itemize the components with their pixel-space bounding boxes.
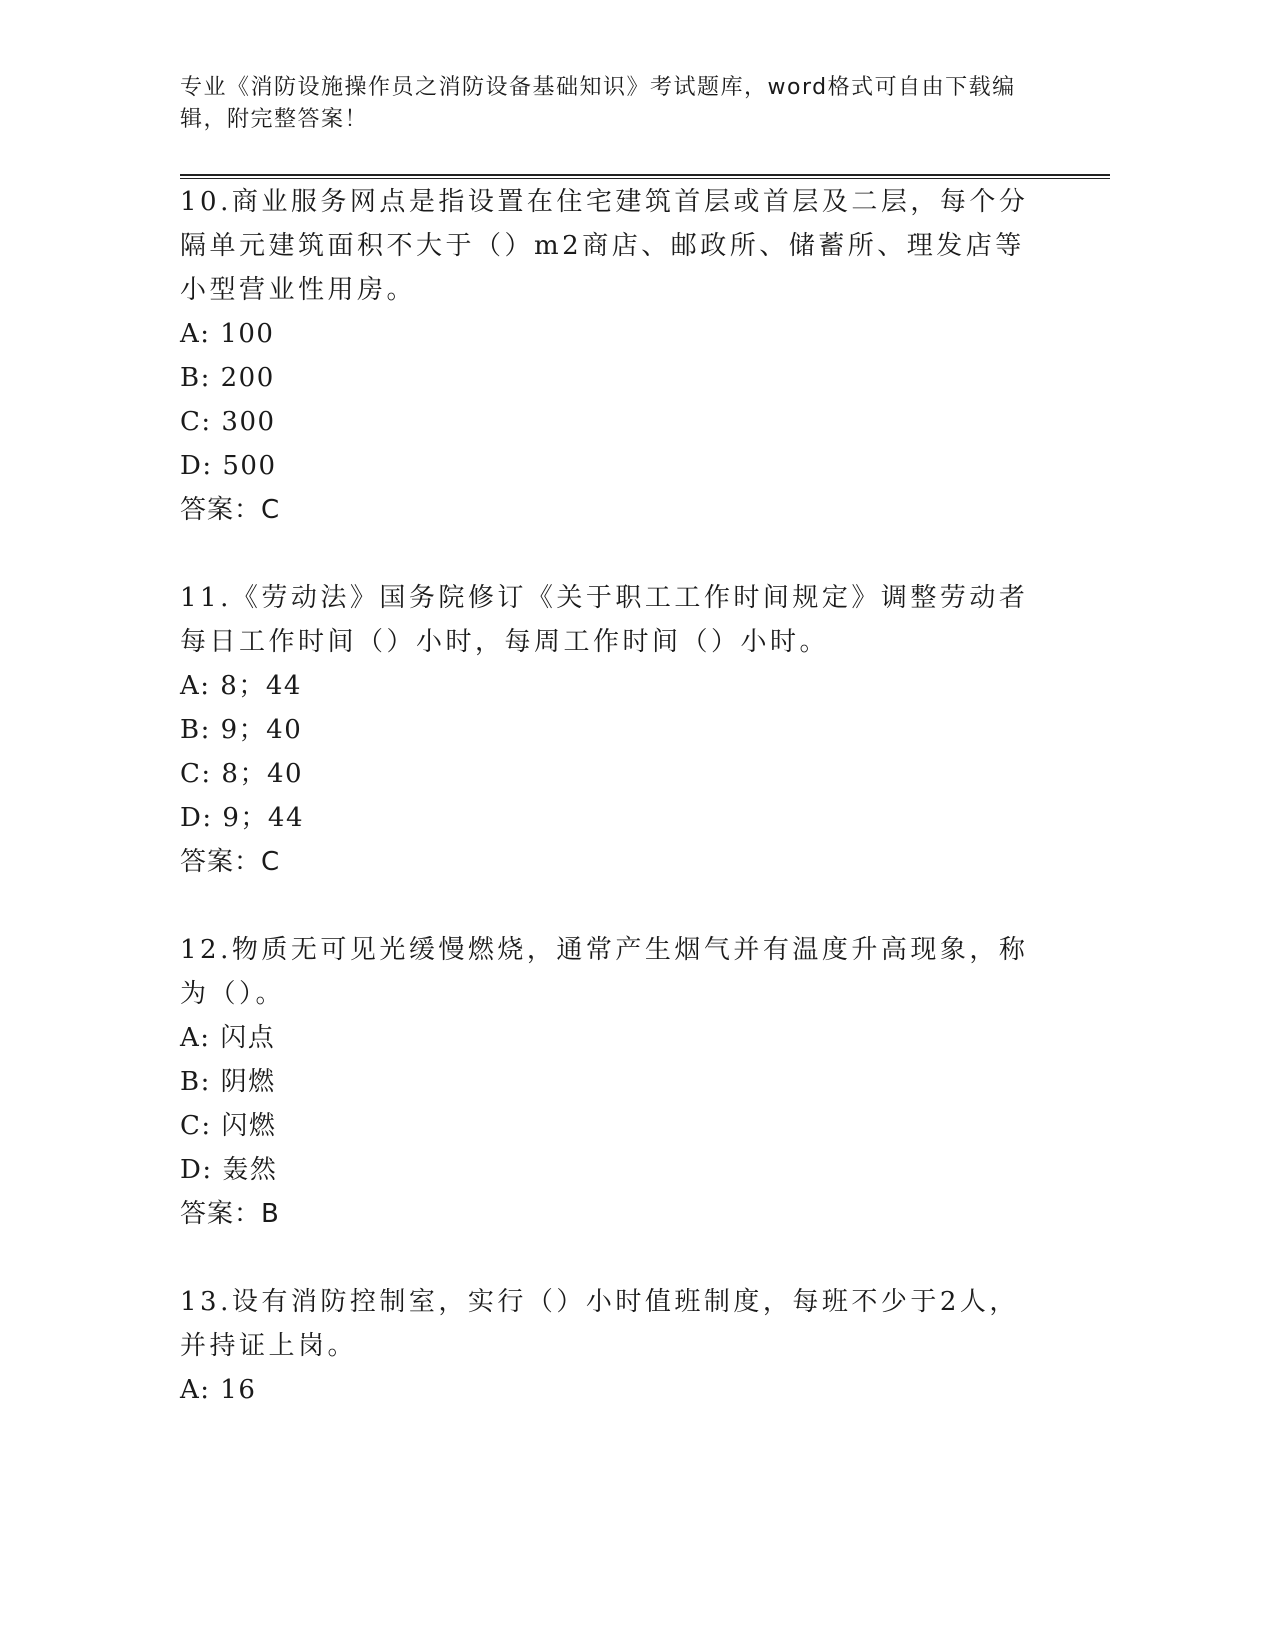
option-c: C: 闪燃 (180, 1111, 277, 1141)
option-d: D: 9；44 (180, 803, 304, 833)
question-13 (180, 1280, 1040, 1412)
option-d: D: 轰然 (180, 1155, 278, 1185)
question-text: 12.物质无可见光缓慢燃烧，通常产生烟气并有温度升高现象，称为（）。 (180, 935, 1029, 1009)
header-divider (180, 174, 1110, 179)
question-11 (180, 576, 1040, 884)
question-text: 13.设有消防控制室，实行（）小时值班制度，每班不少于2人，并持证上岗。 (180, 1287, 1019, 1361)
answer: 答案：B (180, 1199, 280, 1229)
question-text: 10.商业服务网点是指设置在住宅建筑首层或首层及二层，每个分隔单元建筑面积不大于（）m2商店、邮政所、储蓄所、理发店等小型营业性用房。 (180, 187, 1029, 305)
option-a: A: 100 (180, 319, 275, 349)
option-c: C: 300 (180, 407, 276, 437)
answer: 答案：C (180, 495, 281, 525)
option-b: B: 200 (180, 363, 275, 393)
answer: 答案：C (180, 847, 281, 877)
option-a: A: 16 (180, 1375, 257, 1405)
option-d: D: 500 (180, 451, 277, 481)
option-b: B: 9；40 (180, 715, 303, 745)
question-10 (180, 180, 1040, 532)
option-a: A: 8；44 (180, 671, 302, 701)
option-b: B: 阴燃 (180, 1067, 276, 1097)
option-a: A: 闪点 (180, 1023, 276, 1053)
question-list (180, 180, 1040, 1456)
option-c: C: 8；40 (180, 759, 304, 789)
question-12 (180, 928, 1040, 1236)
question-text: 11.《劳动法》国务院修订《关于职工工作时间规定》调整劳动者每日工作时间（）小时，每周工作时间（）小时。 (180, 583, 1029, 657)
document-header: 专业《消防设施操作员之消防设备基础知识》考试题库，word格式可自由下载编辑，附完整答案！ (180, 75, 1016, 132)
